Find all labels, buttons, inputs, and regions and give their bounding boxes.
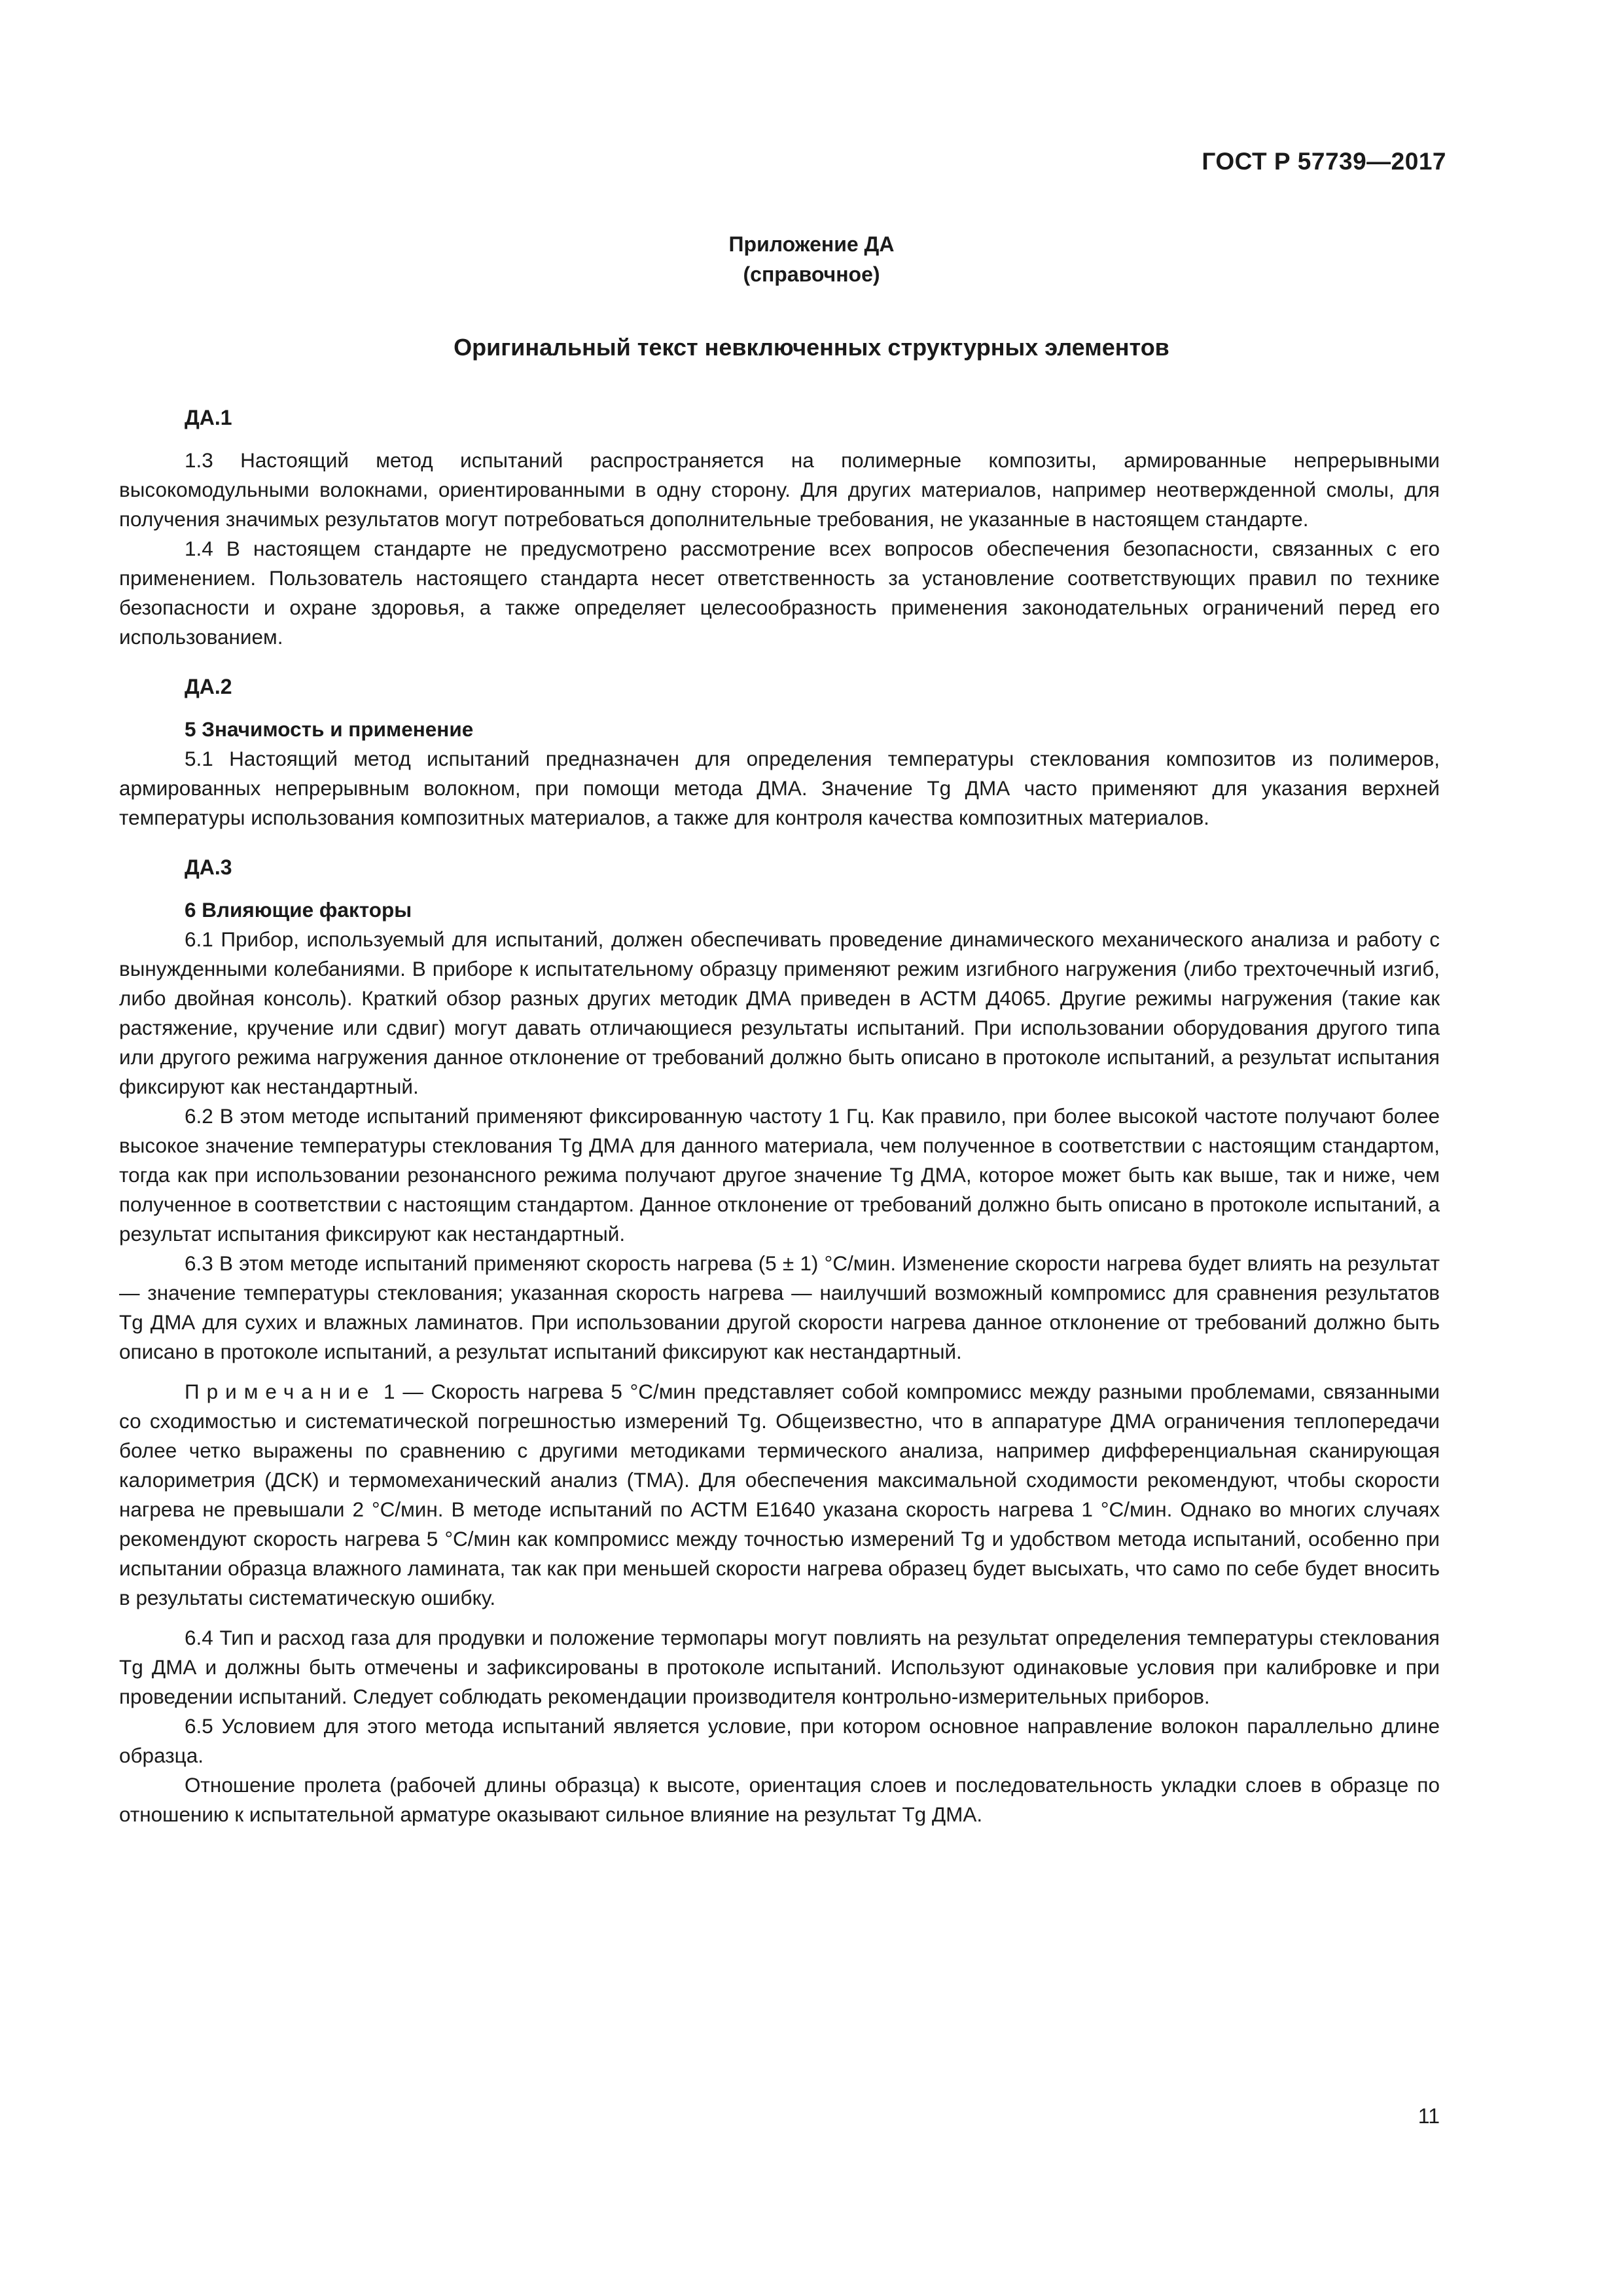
appendix-heading: [0, 229, 1623, 289]
appendix-subtitle: (справочное): [743, 262, 880, 286]
appendix-title: Приложение ДА: [728, 232, 895, 256]
paragraph-6-2: 6.2 В этом методе испытаний применяют фиксированную частоту 1 Гц. Как правило, при более высокой частоте получают более высокое значение температуры стеклования Tg ДМА для данного материала, чем полученное в соответствии с настоящим стандартом, тогда как при использовании резонансного режима получают другое значение Tg ДМА, которое может быть как выше, так и ниже, чем полученное в соответствии с настоящим стандартом. Данное отклонение от требований должно быть описано в протоколе испытаний, а результат испытания фиксируют как нестандартный.: [119, 1104, 1440, 1246]
block-label-da2: ДА.2: [185, 675, 232, 698]
section-title: Оригинальный текст невключенных структурных элементов: [454, 334, 1169, 361]
page-number: 11: [1418, 2104, 1440, 2128]
note-label: Примечание: [185, 1380, 376, 1403]
paragraph-6-5: 6.5 Условием для этого метода испытаний является условие, при котором основное направление волокон параллельно длине образца.: [119, 1714, 1440, 1767]
document-body: [119, 403, 1440, 1829]
paragraph-1-4: 1.4 В настоящем стандарте не предусмотрено рассмотрение всех вопросов обеспечения безопасности, связанных с его применением. Пользователь настоящего стандарта несет ответственность за установление соответствующих правил по технике безопасности и охране здоровья, а также определяет целесообразность применения законодательных ограничений перед его использованием.: [119, 537, 1440, 649]
block-label-da3: ДА.3: [185, 855, 232, 879]
paragraph-6-4: 6.4 Тип и расход газа для продувки и положение термопары могут повлиять на результат определения температуры стеклования Tg ДМА и должны быть отмечены и зафиксированы в протоколе испытаний. Используют одинаковые условия при калибровке и при проведении испытаний. Следует соблюдать рекомендации производителя контрольно-измерительных приборов.: [119, 1626, 1440, 1708]
subhead-factors: 6 Влияющие факторы: [185, 898, 412, 922]
standard-code: ГОСТ Р 57739—2017: [1202, 148, 1446, 175]
paragraph-6-1: 6.1 Прибор, используемый для испытаний, должен обеспечивать проведение динамического механического анализа и работу с вынужденными колебаниями. В приборе к испытательному образцу применяют режим изгибного нагружения (либо трехточечный изгиб, либо двойная консоль). Краткий обзор разных других методик ДМА приведен в АСТМ Д4065. Другие режимы нагружения (такие как растяжение, кручение или сдвиг) могут давать отличающиеся результаты испытаний. При использовании оборудования другого типа или другого режима нагружения данное отклонение от требований должно быть описано в протоколе испытаний, а результат испытания фиксируют как нестандартный.: [119, 927, 1440, 1098]
note-1: [119, 1377, 1440, 1613]
paragraph-6-3: 6.3 В этом методе испытаний применяют скорость нагрева (5 ± 1) °С/мин. Изменение скорости нагрева будет влиять на результат — значение температуры стеклования; указанная скорость нагрева — наилучший возможный компромисс для сравнения результатов Tg ДМА для сухих и влажных ламинатов. При использовании другой скорости нагрева данное отклонение от требований должно быть описано в протоколе испытаний, а результат испытаний фиксируют как нестандартный.: [119, 1251, 1440, 1363]
note-text: 1 — Скорость нагрева 5 °С/мин представляет собой компромисс между разными проблемами, связанными со сходимостью и систематической погрешностью измерений Tg. Общеизвестно, что в аппаратуре ДМА ограничения теплопередачи более четко выражены по сравнению с другими методиками термического анализа, например дифференциальная сканирующая калориметрия (ДСК) и термомеханический анализ (ТМА). Для обеспечения максимальной сходимости рекомендуют, чтобы скорости нагрева не превышали 2 °С/мин. В методе испытаний по АСТМ Е1640 указана скорость нагрева 1 °С/мин. Однако во многих случаях рекомендуют скорость нагрева 5 °С/мин как компромисс между точностью измерений Tg и удобством метода испытаний, особенно при испытании образца влажного ламината, так как при меньшей скорости нагрева образец будет высыхать, что само по себе будет вносить в результаты систематическую ошибку.: [119, 1380, 1440, 1609]
paragraph-1-3: 1.3 Настоящий метод испытаний распространяется на полимерные композиты, армированные непрерывными высокомодульными волокнами, ориентированными в одну сторону. Для других материалов, например неотвержденной смолы, для получения значимых результатов могут потребоваться дополнительные требования, не указанные в настоящем стандарте.: [119, 448, 1440, 531]
block-label-da1: ДА.1: [185, 406, 232, 429]
paragraph-5-1: 5.1 Настоящий метод испытаний предназначен для определения температуры стеклования композитов из полимеров, армированных непрерывным волокном, при помощи метода ДМА. Значение Tg ДМА часто применяют для указания верхней температуры использования композитных материалов, а также для контроля качества композитных материалов.: [119, 747, 1440, 829]
subhead-significance: 5 Значимость и применение: [185, 717, 474, 741]
paragraph-span-ratio: Отношение пролета (рабочей длины образца) к высоте, ориентация слоев и последовательность укладки слоев в образце по отношению к испытательной арматуре оказывают сильное влияние на результат Tg ДМА.: [119, 1773, 1440, 1826]
